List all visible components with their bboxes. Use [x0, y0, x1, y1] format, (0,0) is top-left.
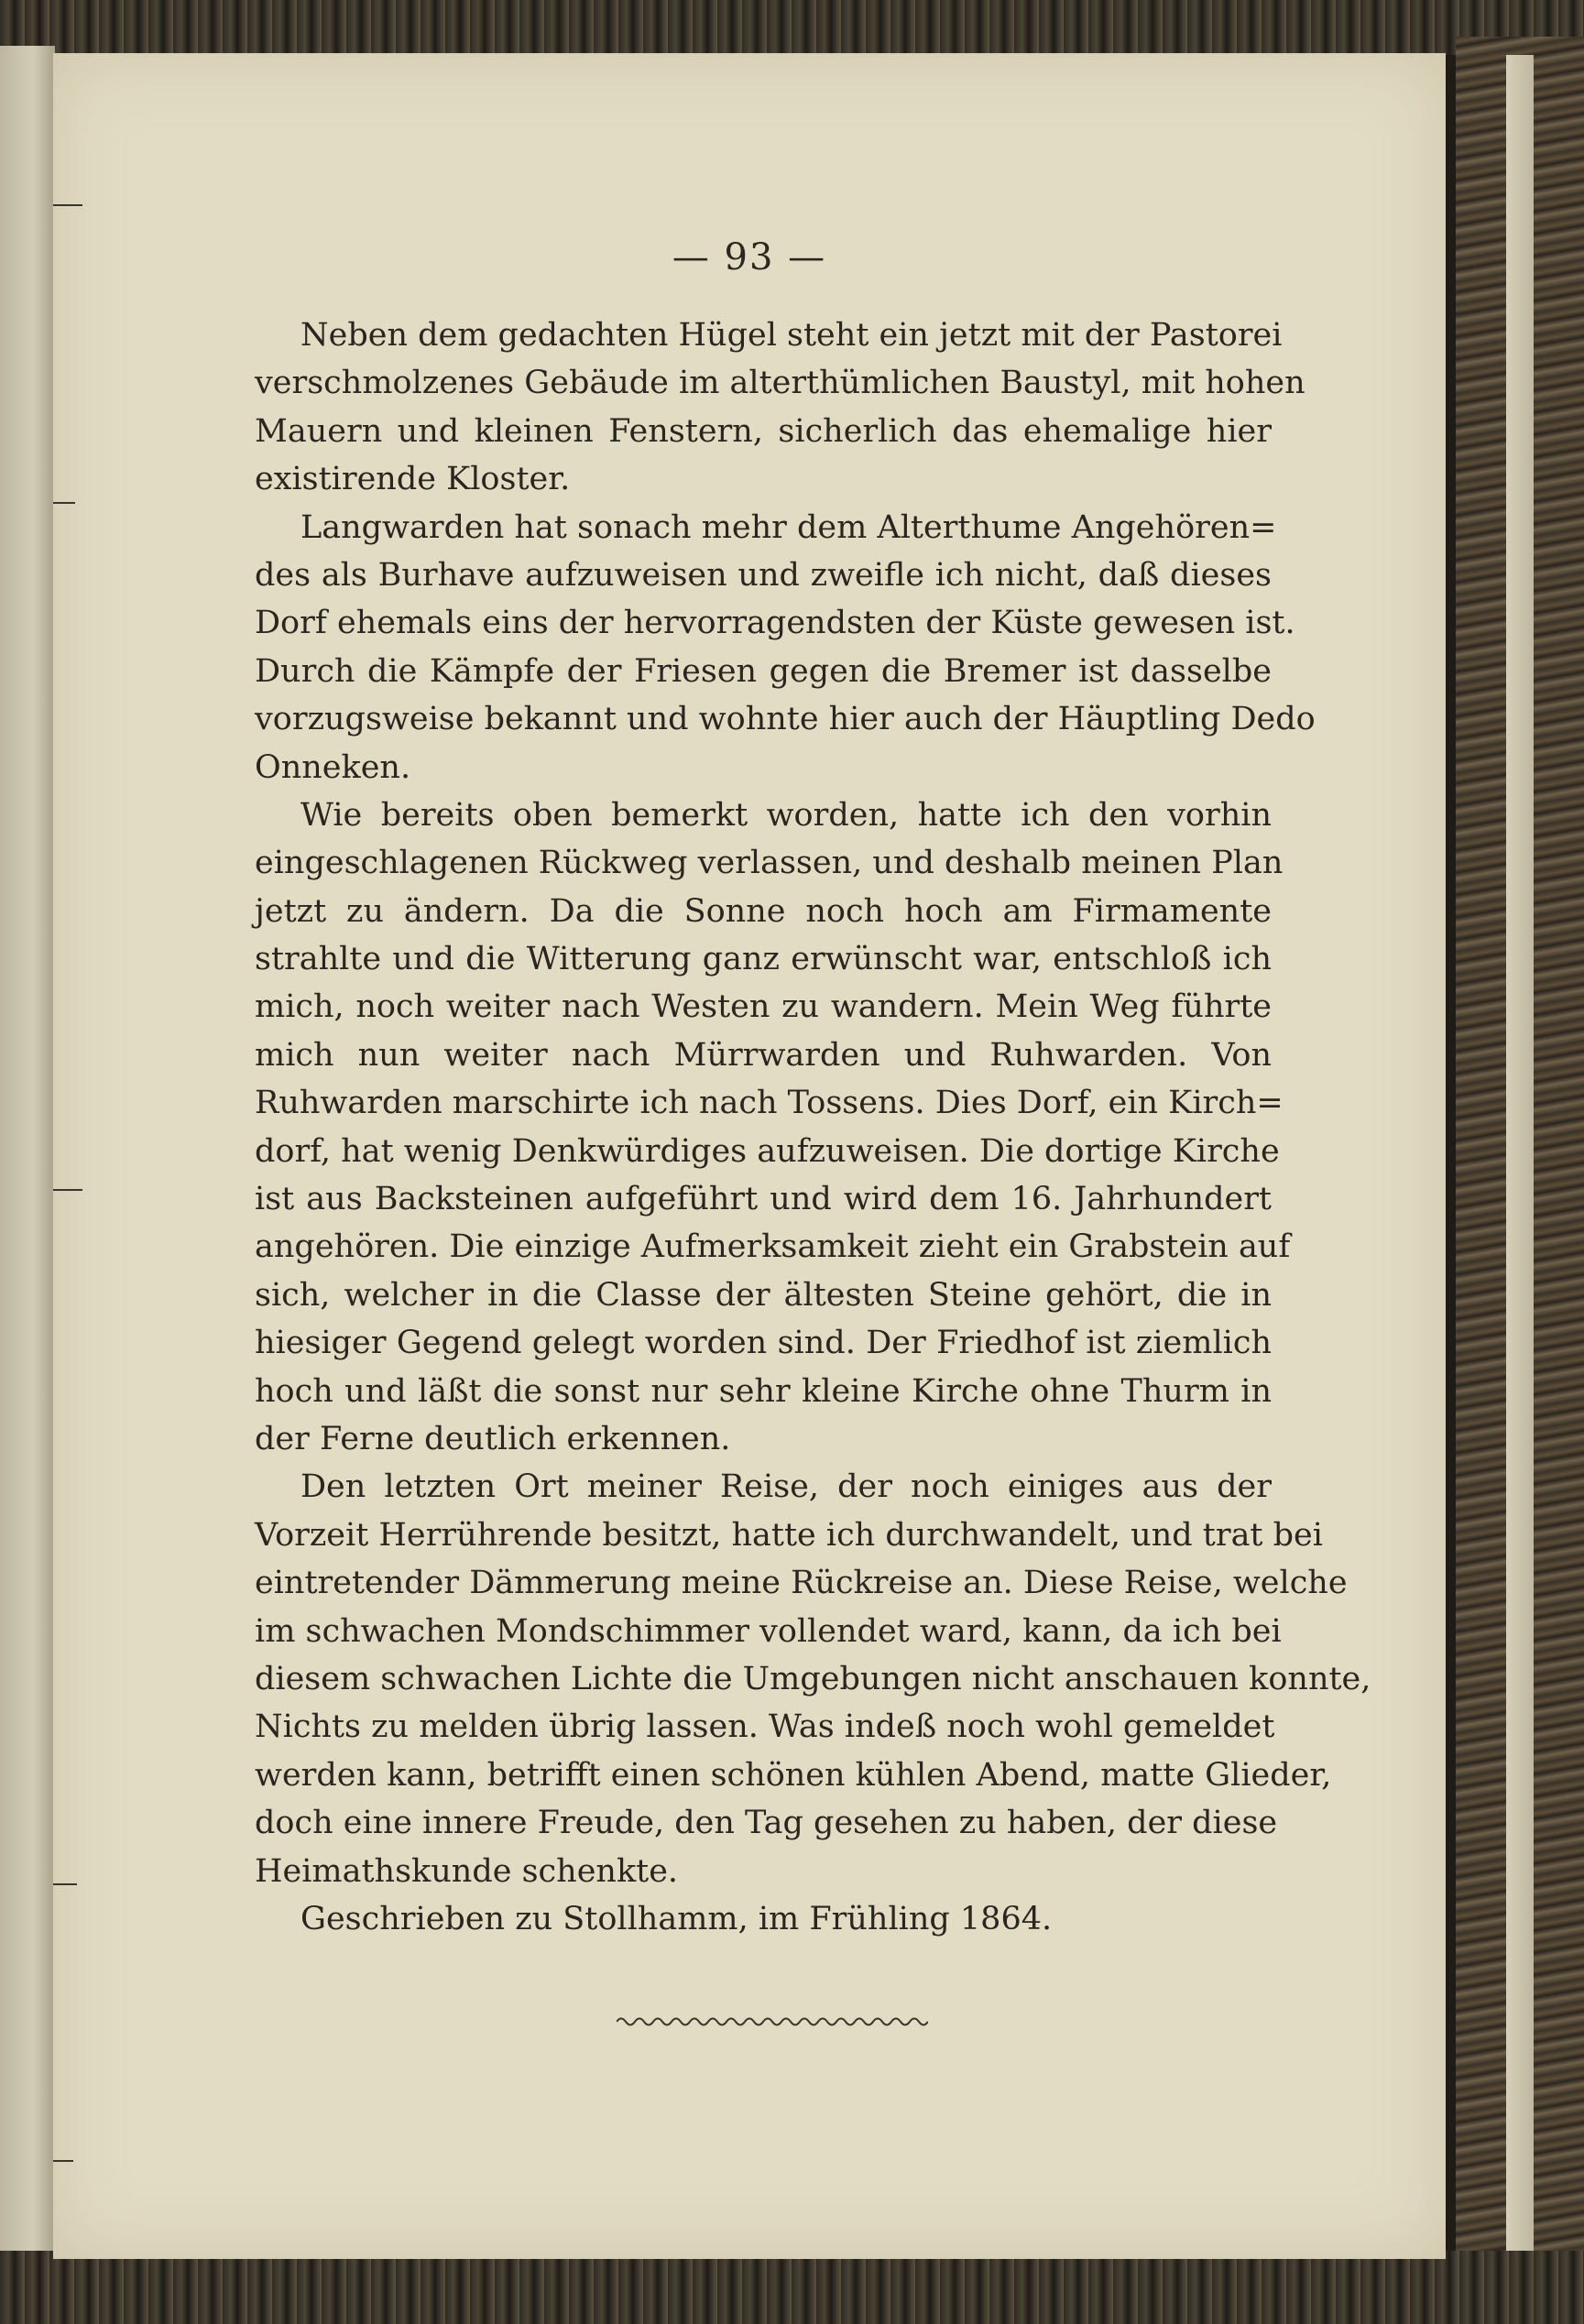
margin-mark [53, 2160, 73, 2162]
page-stack-edge [1506, 55, 1534, 2272]
paragraph [255, 311, 1305, 504]
text-line: doch eine innere Freude, den Tag gesehen zu haben, der diese [255, 1805, 1278, 1842]
text-line: strahlte und die Witterung ganz erwünscht war, entschloß ich [255, 941, 1272, 978]
text-line: Durch die Kämpfe der Friesen gegen die Bremer ist dasselbe [255, 652, 1272, 690]
text-line: eintretender Dämmerung meine Rückreise an. Diese Reise, welche [255, 1565, 1348, 1602]
text-line: verschmolzenes Gebäude im alterthümlichen Baustyl, mit hohen [255, 365, 1305, 402]
margin-mark [53, 1883, 77, 1885]
paragraph [255, 504, 1316, 791]
text-line: Heimathskunde schenkte. [255, 1852, 679, 1890]
text-line: im schwachen Mondschimmer vollendet ward, kann, da ich bei [255, 1612, 1282, 1650]
text-line: vorzugsweise bekannt und wohnte hier auch der Häuptling Dedo [255, 701, 1316, 738]
text-line: dorf, hat wenig Denkwürdiges aufzuweisen. Die dortige Kirche [255, 1132, 1280, 1170]
body-text [255, 311, 1371, 1943]
text-line: Nichts zu melden übrig lassen. Was indeß noch wohl gemeldet [255, 1708, 1275, 1746]
text-line: mich, noch weiter nach Westen zu wandern. Mein Weg führte [255, 988, 1272, 1026]
text-line: diesem schwachen Lichte die Umgebungen nicht anschauen konnte, [255, 1660, 1371, 1697]
text-line: des als Burhave aufzuweisen und zweifle ich nicht, daß dieses [255, 556, 1272, 594]
text-line: Den letzten Ort meiner Reise, der noch einiges aus der [300, 1468, 1272, 1506]
text-line: Wie bereits oben bemerkt worden, hatte ich den vorhin [300, 796, 1272, 834]
text-line: jetzt zu ändern. Da die Sonne noch hoch am Firmamente [255, 892, 1272, 930]
dateline: Geschrieben zu Stollhamm, im Frühling 1864. [300, 1900, 1053, 1937]
text-line: eingeschlagenen Rückweg verlassen, und deshalb meinen Plan [255, 845, 1284, 882]
text-line: hiesiger Gegend gelegt worden sind. Der Friedhof ist ziemlich [255, 1325, 1272, 1362]
book-page [53, 53, 1446, 2259]
text-line: Langwarden hat sonach mehr dem Alterthume Angehören= [300, 508, 1277, 546]
text-line: angehören. Die einzige Aufmerksamkeit zieht ein Grabstein auf [255, 1228, 1291, 1266]
text-line: Ruhwarden marschirte ich nach Tossens. Dies Dorf, ein Kirch= [255, 1085, 1284, 1122]
text-line: hoch und läßt die sonst nur sehr kleine Kirche ohne Thurm in [255, 1372, 1272, 1410]
margin-mark [53, 1189, 82, 1191]
text-line: mich nun weiter nach Mürrwarden und Ruhwarden. Von [255, 1036, 1272, 1074]
text-line: Dorf ehemals eins der hervorragendsten der Küste gewesen ist. [255, 605, 1295, 642]
page-number: — 93 — [672, 236, 827, 278]
text-line: Mauern und kleinen Fenstern, sicherlich das ehemalige hier [255, 412, 1272, 450]
top-edge [0, 0, 1584, 55]
bottom-edge [0, 2251, 1584, 2324]
closing-ornament [617, 2012, 928, 2032]
text-line: existirende Kloster. [255, 461, 571, 498]
paragraph [255, 1463, 1371, 1895]
text-line: Vorzeit Herrührende besitzt, hatte ich durchwandelt, und trat bei [255, 1516, 1323, 1554]
text-line: Onneken. [255, 748, 411, 786]
previous-page-edge [0, 46, 55, 2281]
text-line: ist aus Backsteinen aufgeführt und wird dem 16. Jahrhundert [255, 1181, 1272, 1218]
margin-mark [53, 502, 75, 504]
text-line: sich, welcher in die Classe der ältesten Steine gehört, die in [255, 1276, 1272, 1314]
margin-mark [53, 204, 82, 206]
text-line: werden kann, betrifft einen schönen kühlen Abend, matte Glieder, [255, 1756, 1332, 1794]
paragraph [255, 791, 1291, 1463]
text-line: Neben dem gedachten Hügel steht ein jetzt mit der Pastorei [300, 317, 1283, 354]
text-line: der Ferne deutlich erkennen. [255, 1420, 731, 1457]
